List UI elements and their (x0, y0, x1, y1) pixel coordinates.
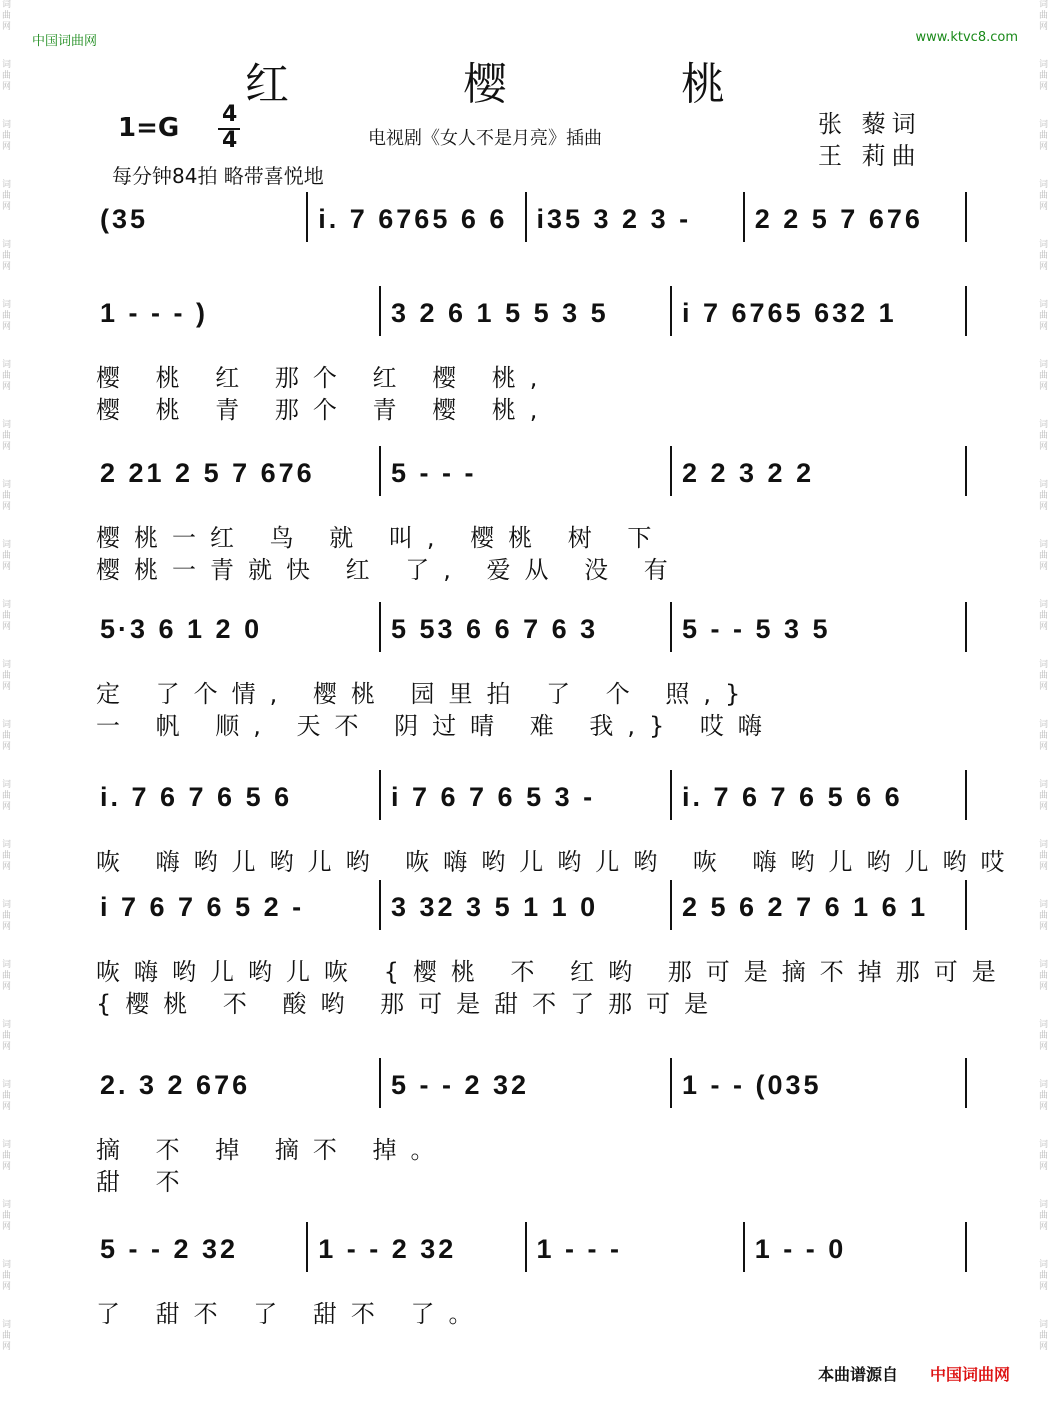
watermark-glyph: 网 (1038, 1102, 1048, 1112)
watermark-glyph: 词 (2, 60, 12, 70)
watermark-glyph: 词 (2, 300, 12, 310)
watermark-glyph: 词 (2, 720, 12, 730)
watermark-glyph: 网 (1038, 982, 1048, 992)
barline (379, 1058, 381, 1108)
barline (670, 286, 672, 336)
barline (670, 602, 672, 652)
watermark-glyph: 词 (1038, 600, 1048, 610)
watermark-glyph: 曲 (2, 191, 12, 201)
watermark-glyph-block (2, 900, 24, 960)
watermark-glyph: 曲 (2, 1151, 12, 1161)
watermark-glyph-block (1026, 1080, 1048, 1140)
watermark-glyph: 网 (1038, 622, 1048, 632)
watermark-glyph: 网 (1038, 862, 1048, 872)
watermark-glyph-block (1026, 420, 1048, 480)
measure-notes: 5 - - - (391, 458, 477, 488)
right-watermark-strip (1026, 0, 1050, 1410)
watermark-glyph-block (2, 240, 24, 300)
watermark-glyph: 曲 (1038, 731, 1048, 741)
barline (525, 192, 527, 242)
barline (379, 286, 381, 336)
watermark-glyph: 词 (1038, 960, 1048, 970)
barline (306, 192, 308, 242)
watermark-glyph-block (1026, 840, 1048, 900)
watermark-glyph: 网 (2, 1282, 12, 1292)
watermark-glyph: 网 (2, 262, 12, 272)
measure-notes: 5·3 6 1 2 0 (100, 614, 263, 644)
watermark-glyph: 曲 (1038, 1091, 1048, 1101)
watermark-glyph: 曲 (2, 971, 12, 981)
watermark-glyph: 网 (1038, 1042, 1048, 1052)
watermark-glyph: 词 (1038, 1020, 1048, 1030)
watermark-glyph: 曲 (2, 251, 12, 261)
watermark-glyph-block (1026, 900, 1048, 960)
watermark-glyph: 网 (1038, 922, 1048, 932)
watermark-glyph: 词 (1038, 1200, 1048, 1210)
barline (743, 192, 745, 242)
watermark-glyph: 网 (1038, 502, 1048, 512)
watermark-glyph: 网 (2, 1042, 12, 1052)
barline (670, 880, 672, 930)
barline (670, 1058, 672, 1108)
watermark-glyph: 词 (2, 960, 12, 970)
watermark-glyph: 词 (1038, 660, 1048, 670)
watermark-glyph: 曲 (2, 131, 12, 141)
watermark-glyph: 网 (1038, 802, 1048, 812)
watermark-glyph: 词 (1038, 840, 1048, 850)
barline (379, 770, 381, 820)
barline-end (965, 770, 967, 820)
watermark-glyph: 曲 (1038, 371, 1048, 381)
watermark-glyph: 网 (1038, 742, 1048, 752)
watermark-glyph: 词 (1038, 900, 1048, 910)
watermark-glyph: 曲 (1038, 1151, 1048, 1161)
watermark-glyph: 网 (2, 382, 12, 392)
watermark-glyph-block (1026, 1260, 1048, 1320)
barline (379, 446, 381, 496)
watermark-glyph-block (1026, 480, 1048, 540)
watermark-glyph: 词 (2, 540, 12, 550)
lyric-line: 樱桃一青就快 红 了, 爱从 没 有 (96, 556, 682, 584)
measure-notes: 3 32 3 5 1 1 0 (391, 892, 599, 922)
watermark-glyph: 词 (1038, 300, 1048, 310)
composer-credit: 王 莉曲 (818, 142, 922, 170)
watermark-glyph: 词 (2, 420, 12, 430)
watermark-glyph: 网 (2, 502, 12, 512)
right-site-url: www.ktvc8.com (915, 30, 1018, 45)
watermark-glyph: 词 (1038, 1080, 1048, 1090)
measure-notes: 1 - - - ) (100, 298, 208, 328)
watermark-glyph-block (2, 1200, 24, 1260)
barline-end (965, 1222, 967, 1272)
measure-notes: i. 7 6765 6 6 (318, 204, 508, 234)
watermark-glyph: 网 (2, 1222, 12, 1232)
time-signature-bottom: 4 (222, 128, 238, 153)
lyric-line: 定 了个情, 樱桃 园里拍 了 个 照,} (96, 680, 755, 708)
measure-notes: (35 (100, 204, 149, 234)
watermark-glyph-block (2, 1080, 24, 1140)
watermark-glyph-block (1026, 240, 1048, 300)
watermark-glyph: 网 (1038, 1342, 1048, 1352)
watermark-glyph: 网 (1038, 22, 1048, 32)
watermark-glyph: 曲 (2, 851, 12, 861)
watermark-glyph: 网 (2, 142, 12, 152)
watermark-glyph: 曲 (1038, 1271, 1048, 1281)
watermark-glyph: 曲 (1038, 791, 1048, 801)
watermark-glyph: 词 (2, 1020, 12, 1030)
watermark-glyph: 曲 (2, 431, 12, 441)
barline (743, 1222, 745, 1272)
song-title: 红 樱 桃 (245, 59, 805, 110)
watermark-glyph-block (2, 480, 24, 540)
watermark-glyph: 词 (2, 900, 12, 910)
watermark-glyph-block (2, 1140, 24, 1200)
barline-end (965, 880, 967, 930)
watermark-glyph: 网 (1038, 1222, 1048, 1232)
watermark-glyph: 网 (2, 742, 12, 752)
watermark-glyph: 词 (2, 660, 12, 670)
barline-end (965, 192, 967, 242)
watermark-glyph: 网 (1038, 1162, 1048, 1172)
measure-notes: i35 3 2 3 - (536, 204, 692, 234)
watermark-glyph-block (2, 600, 24, 660)
measure-notes: 1 - - 2 32 (318, 1234, 457, 1264)
barline (379, 602, 381, 652)
watermark-glyph: 曲 (1038, 1031, 1048, 1041)
barline (525, 1222, 527, 1272)
watermark-glyph-block (1026, 660, 1048, 720)
watermark-glyph-block (2, 540, 24, 600)
watermark-glyph: 词 (2, 1200, 12, 1210)
watermark-glyph: 词 (2, 780, 12, 790)
watermark-glyph: 词 (2, 1140, 12, 1150)
watermark-glyph-block (1026, 540, 1048, 600)
watermark-glyph-block (2, 720, 24, 780)
watermark-glyph-block (2, 1020, 24, 1080)
measure-notes: 2 21 2 5 7 676 (100, 458, 315, 488)
watermark-glyph-block (2, 180, 24, 240)
lyric-line: 一 帆 顺, 天不 阴过晴 难 我,} 哎嗨 (96, 712, 776, 740)
watermark-glyph-block (1026, 1140, 1048, 1200)
watermark-glyph: 网 (2, 442, 12, 452)
measure-notes: 1 - - - (536, 1234, 622, 1264)
watermark-glyph: 网 (1038, 82, 1048, 92)
watermark-glyph: 曲 (1038, 1211, 1048, 1221)
watermark-glyph: 词 (1038, 120, 1048, 130)
watermark-glyph: 网 (2, 682, 12, 692)
watermark-glyph: 词 (1038, 180, 1048, 190)
measure-notes: 2 2 5 7 676 (754, 204, 923, 234)
watermark-glyph-block (1026, 360, 1048, 420)
watermark-glyph: 曲 (1038, 551, 1048, 561)
watermark-glyph-block (2, 1260, 24, 1320)
barline (670, 446, 672, 496)
watermark-glyph: 网 (1038, 262, 1048, 272)
measure-notes: i 7 6 7 6 5 2 - (100, 892, 305, 922)
watermark-glyph: 曲 (2, 1091, 12, 1101)
watermark-glyph-block (1026, 960, 1048, 1020)
watermark-glyph-block (1026, 720, 1048, 780)
lyric-line: {樱桃 不 酸哟 那可是甜不了那可是 (96, 990, 723, 1018)
watermark-glyph: 曲 (1038, 11, 1048, 21)
song-subtitle: 电视剧《女人不是月亮》插曲 (368, 128, 602, 149)
lyricist-credit: 张 藜词 (818, 110, 922, 138)
footer-site-name: 中国词曲网 (930, 1365, 1011, 1384)
watermark-glyph: 词 (1038, 720, 1048, 730)
measure-notes: 5 - - 2 32 (100, 1234, 239, 1264)
watermark-glyph: 词 (1038, 360, 1048, 370)
watermark-glyph-block (1026, 1200, 1048, 1260)
watermark-glyph: 曲 (2, 491, 12, 501)
left-site-label: 中国词曲网 (32, 34, 98, 49)
watermark-glyph-block (2, 780, 24, 840)
lyric-line: 摘 不 掉 摘不 掉。 (96, 1136, 449, 1164)
watermark-glyph: 词 (1038, 60, 1048, 70)
watermark-glyph: 曲 (2, 911, 12, 921)
watermark-glyph: 词 (1038, 1260, 1048, 1270)
watermark-glyph: 词 (1038, 540, 1048, 550)
watermark-glyph: 网 (1038, 682, 1048, 692)
watermark-glyph-block (1026, 1020, 1048, 1080)
watermark-glyph: 词 (2, 840, 12, 850)
watermark-glyph: 网 (1038, 202, 1048, 212)
watermark-glyph-block (2, 420, 24, 480)
watermark-glyph-block (1026, 180, 1048, 240)
watermark-glyph: 曲 (2, 611, 12, 621)
watermark-glyph: 曲 (2, 1331, 12, 1341)
watermark-glyph: 曲 (1038, 131, 1048, 141)
watermark-glyph-block (1026, 120, 1048, 180)
watermark-glyph-block (2, 1320, 24, 1380)
watermark-glyph: 曲 (2, 11, 12, 21)
measure-notes: 5 - - 5 3 5 (682, 614, 831, 644)
watermark-glyph: 词 (2, 120, 12, 130)
watermark-glyph: 词 (2, 360, 12, 370)
measure-notes: 5 - - 2 32 (391, 1070, 530, 1100)
lyric-line: 了 甜不 了 甜不 了。 (96, 1300, 487, 1328)
watermark-glyph: 曲 (2, 371, 12, 381)
measure-notes: 1 - - 0 (754, 1234, 847, 1264)
watermark-glyph: 网 (2, 922, 12, 932)
left-watermark-strip (0, 0, 24, 1410)
measure-notes: i 7 6765 632 1 (682, 298, 897, 328)
watermark-glyph: 曲 (2, 71, 12, 81)
watermark-glyph: 网 (1038, 1282, 1048, 1292)
watermark-glyph: 网 (2, 1162, 12, 1172)
watermark-glyph: 网 (2, 802, 12, 812)
footer-source-label: 本曲谱源自 (818, 1365, 899, 1384)
watermark-glyph-block (2, 120, 24, 180)
watermark-glyph: 网 (2, 622, 12, 632)
watermark-glyph: 曲 (1038, 251, 1048, 261)
watermark-glyph: 曲 (1038, 971, 1048, 981)
watermark-glyph: 曲 (1038, 851, 1048, 861)
watermark-glyph: 曲 (1038, 671, 1048, 681)
watermark-glyph: 曲 (2, 311, 12, 321)
watermark-glyph: 网 (2, 322, 12, 332)
watermark-glyph: 曲 (1038, 311, 1048, 321)
watermark-glyph: 网 (2, 982, 12, 992)
watermark-glyph: 曲 (2, 1211, 12, 1221)
watermark-glyph: 曲 (2, 791, 12, 801)
lyric-line: 咴 嗨哟儿哟儿哟 咴嗨哟儿哟儿哟 咴 嗨哟儿哟儿哟哎 (96, 848, 1019, 876)
watermark-glyph-block (1026, 300, 1048, 360)
watermark-glyph-block (2, 660, 24, 720)
watermark-glyph: 曲 (1038, 611, 1048, 621)
watermark-glyph: 网 (2, 562, 12, 572)
watermark-glyph: 网 (2, 82, 12, 92)
watermark-glyph: 网 (2, 1342, 12, 1352)
watermark-glyph: 曲 (2, 671, 12, 681)
watermark-glyph: 词 (1038, 480, 1048, 490)
measure-notes: i. 7 6 7 6 5 6 (100, 782, 293, 812)
measure-notes: 5 53 6 6 7 6 3 (391, 614, 599, 644)
tempo-marking: 每分钟84拍 略带喜悦地 (112, 164, 324, 188)
watermark-glyph: 曲 (1038, 431, 1048, 441)
barline-end (965, 1058, 967, 1108)
lyric-line: 咴嗨哟儿哟儿咴 {樱桃 不 红哟 那可是摘不掉那可是 (96, 958, 1010, 986)
watermark-glyph: 网 (1038, 442, 1048, 452)
watermark-glyph: 词 (2, 0, 12, 10)
watermark-glyph: 词 (1038, 1140, 1048, 1150)
lyric-line: 樱 桃 青 那个 青 樱 桃, (96, 396, 552, 424)
watermark-glyph: 网 (1038, 322, 1048, 332)
measure-notes: 3 2 6 1 5 5 3 5 (391, 298, 609, 328)
watermark-glyph-block (2, 960, 24, 1020)
lyric-line: 甜 不 (96, 1168, 194, 1196)
watermark-glyph-block (1026, 600, 1048, 660)
watermark-glyph: 词 (1038, 240, 1048, 250)
watermark-glyph-block (1026, 1320, 1048, 1380)
watermark-glyph: 词 (2, 1320, 12, 1330)
watermark-glyph: 词 (2, 1080, 12, 1090)
watermark-glyph-block (2, 300, 24, 360)
measure-notes: 2 5 6 2 7 6 1 6 1 (682, 892, 929, 922)
watermark-glyph: 曲 (1038, 491, 1048, 501)
barline (306, 1222, 308, 1272)
barline-end (965, 286, 967, 336)
barline-end (965, 602, 967, 652)
watermark-glyph: 词 (1038, 0, 1048, 10)
barline (379, 880, 381, 930)
watermark-glyph: 曲 (2, 731, 12, 741)
watermark-glyph: 词 (2, 180, 12, 190)
watermark-glyph: 词 (1038, 780, 1048, 790)
measure-notes: i. 7 6 7 6 5 6 6 (682, 782, 903, 812)
watermark-glyph-block (2, 840, 24, 900)
barline-end (965, 446, 967, 496)
watermark-glyph: 曲 (2, 1271, 12, 1281)
watermark-glyph: 曲 (1038, 1331, 1048, 1341)
time-signature-top: 4 (222, 102, 238, 127)
watermark-glyph: 曲 (2, 1031, 12, 1041)
watermark-glyph: 网 (1038, 382, 1048, 392)
measure-notes: i 7 6 7 6 5 3 - (391, 782, 596, 812)
measure-notes: 2. 3 2 676 (100, 1070, 251, 1100)
lyric-line: 樱 桃 红 那个 红 樱 桃, (96, 364, 552, 392)
measure-notes: 1 - - (035 (682, 1070, 822, 1100)
watermark-glyph: 曲 (1038, 71, 1048, 81)
watermark-glyph: 词 (2, 1260, 12, 1270)
watermark-glyph: 词 (1038, 1320, 1048, 1330)
watermark-glyph: 网 (2, 1102, 12, 1112)
lyric-line: 樱桃一红 鸟 就 叫, 樱桃 树 下 (96, 524, 666, 552)
watermark-glyph-block (2, 360, 24, 420)
watermark-glyph: 网 (2, 22, 12, 32)
watermark-glyph: 网 (1038, 142, 1048, 152)
watermark-glyph: 网 (2, 202, 12, 212)
watermark-glyph: 词 (1038, 420, 1048, 430)
watermark-glyph: 曲 (2, 551, 12, 561)
watermark-glyph: 词 (2, 600, 12, 610)
watermark-glyph: 词 (2, 480, 12, 490)
watermark-glyph: 词 (2, 240, 12, 250)
watermark-glyph: 网 (2, 862, 12, 872)
measure-notes: 2 2 3 2 2 (682, 458, 815, 488)
key-signature: 1=G (118, 113, 180, 143)
watermark-glyph: 网 (1038, 562, 1048, 572)
barline (670, 770, 672, 820)
watermark-glyph: 曲 (1038, 911, 1048, 921)
watermark-glyph: 曲 (1038, 191, 1048, 201)
watermark-glyph-block (1026, 780, 1048, 840)
